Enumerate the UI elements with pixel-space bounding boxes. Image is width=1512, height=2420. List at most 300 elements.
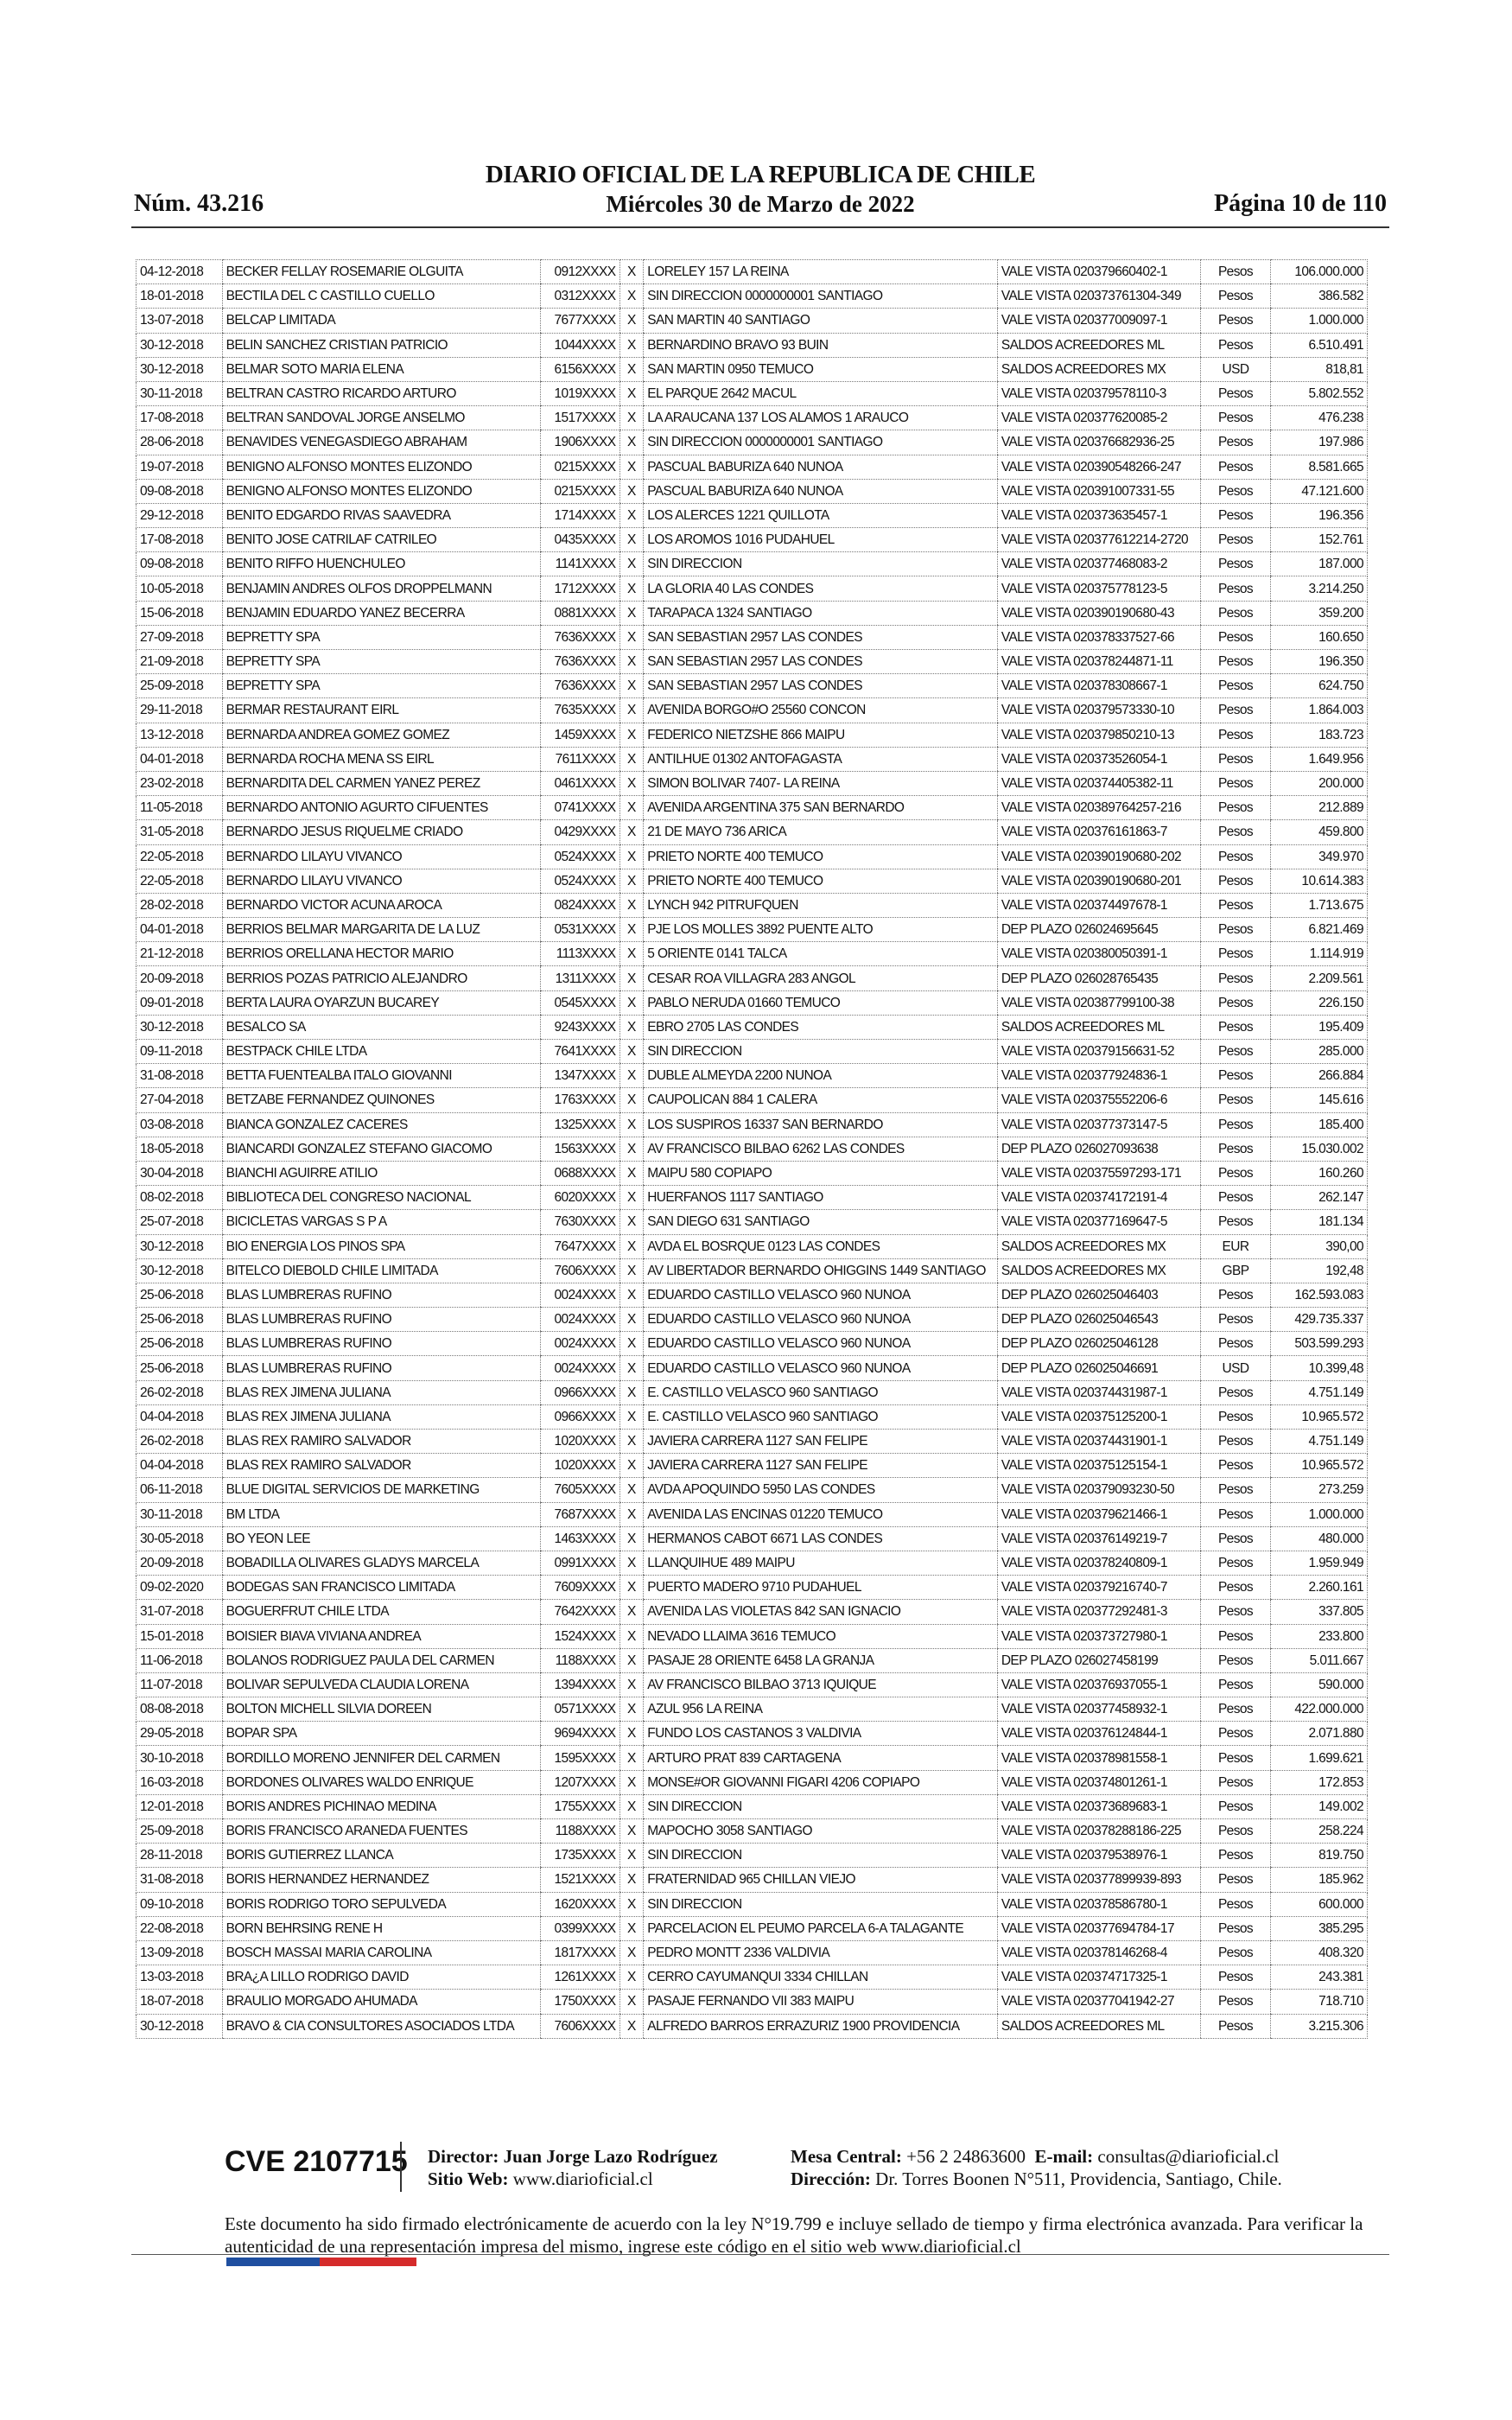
table-row bbox=[137, 1380, 1368, 1404]
rut-cell: 0215XXXX bbox=[541, 479, 619, 503]
product-cell: VALE VISTA 020377612214-2720 bbox=[997, 528, 1200, 552]
address-cell: SAN SEBASTIAN 2957 LAS CONDES bbox=[644, 625, 998, 649]
name-cell: BENITO JOSE CATRILAF CATRILEO bbox=[222, 528, 541, 552]
date-cell: 04-01-2018 bbox=[137, 747, 223, 771]
address-cell: PEDRO MONTT 2336 VALDIVIA bbox=[644, 1940, 998, 1965]
rut-cell: 0435XXXX bbox=[541, 528, 619, 552]
mark-cell: X bbox=[619, 1430, 644, 1454]
rut-cell: 1347XXXX bbox=[541, 1064, 619, 1088]
address-cell: CAUPOLICAN 884 1 CALERA bbox=[644, 1088, 998, 1112]
table-row bbox=[137, 1430, 1368, 1454]
mark-cell: X bbox=[619, 1015, 644, 1039]
name-cell: BLAS LUMBRERAS RUFINO bbox=[222, 1332, 541, 1356]
date-cell: 31-08-2018 bbox=[137, 1064, 223, 1088]
name-cell: BORDILLO MORENO JENNIFER DEL CARMEN bbox=[222, 1746, 541, 1770]
amount-cell: 480.000 bbox=[1271, 1526, 1368, 1551]
date-cell: 25-07-2018 bbox=[137, 1210, 223, 1234]
date-cell: 03-08-2018 bbox=[137, 1112, 223, 1137]
name-cell: BENIGNO ALFONSO MONTES ELIZONDO bbox=[222, 479, 541, 503]
rut-cell: 9694XXXX bbox=[541, 1722, 619, 1746]
currency-cell: Pesos bbox=[1200, 1112, 1270, 1137]
mark-cell: X bbox=[619, 1380, 644, 1404]
mark-cell: X bbox=[619, 1356, 644, 1380]
amount-cell: 1.000.000 bbox=[1271, 309, 1368, 333]
rut-cell: 1325XXXX bbox=[541, 1112, 619, 1137]
product-cell: VALE VISTA 020378146268-4 bbox=[997, 1940, 1200, 1965]
amount-cell: 192,48 bbox=[1271, 1258, 1368, 1283]
rut-cell: 1019XXXX bbox=[541, 381, 619, 405]
name-cell: BORDONES OLIVARES WALDO ENRIQUE bbox=[222, 1770, 541, 1794]
rut-cell: 1394XXXX bbox=[541, 1672, 619, 1697]
amount-cell: 476.238 bbox=[1271, 406, 1368, 430]
rut-cell: 1755XXXX bbox=[541, 1794, 619, 1818]
address-cell: ANTILHUE 01302 ANTOFAGASTA bbox=[644, 747, 998, 771]
currency-cell: Pesos bbox=[1200, 1404, 1270, 1429]
name-cell: BERRIOS BELMAR MARGARITA DE LA LUZ bbox=[222, 918, 541, 942]
mark-cell: X bbox=[619, 796, 644, 820]
rut-cell: 7606XXXX bbox=[541, 2014, 619, 2038]
name-cell: BOGUERFRUT CHILE LTDA bbox=[222, 1600, 541, 1624]
name-cell: BERNARDA ANDREA GOMEZ GOMEZ bbox=[222, 723, 541, 747]
mark-cell: X bbox=[619, 674, 644, 698]
phone-number: +56 2 24863600 bbox=[906, 2146, 1026, 2167]
address-cell: EDUARDO CASTILLO VELASCO 960 NUNOA bbox=[644, 1332, 998, 1356]
name-cell: BRAULIO MORGADO AHUMADA bbox=[222, 1990, 541, 2014]
table-row bbox=[137, 893, 1368, 917]
name-cell: BEPRETTY SPA bbox=[222, 625, 541, 649]
product-cell: VALE VISTA 020390190680-202 bbox=[997, 844, 1200, 869]
address-cell: FRATERNIDAD 965 CHILLAN VIEJO bbox=[644, 1868, 998, 1892]
table-row bbox=[137, 674, 1368, 698]
name-cell: BERNARDO VICTOR ACUNA AROCA bbox=[222, 893, 541, 917]
table-row bbox=[137, 357, 1368, 381]
rut-cell: 1188XXXX bbox=[541, 1819, 619, 1844]
address-cell: LA ARAUCANA 137 LOS ALAMOS 1 ARAUCO bbox=[644, 406, 998, 430]
currency-cell: Pesos bbox=[1200, 1308, 1270, 1332]
address-cell: E. CASTILLO VELASCO 960 SANTIAGO bbox=[644, 1404, 998, 1429]
table-row bbox=[137, 1722, 1368, 1746]
table-row bbox=[137, 1576, 1368, 1600]
mark-cell: X bbox=[619, 601, 644, 625]
rut-cell: 0571XXXX bbox=[541, 1697, 619, 1722]
page-number: Página 10 de 110 bbox=[1214, 190, 1387, 217]
address-cell: FEDERICO NIETZSHE 866 MAIPU bbox=[644, 723, 998, 747]
table-row bbox=[137, 1332, 1368, 1356]
address-cell: EDUARDO CASTILLO VELASCO 960 NUNOA bbox=[644, 1283, 998, 1307]
address-cell: NEVADO LLAIMA 3616 TEMUCO bbox=[644, 1624, 998, 1648]
website-link[interactable]: www.diarioficial.cl bbox=[512, 2168, 653, 2189]
product-cell: VALE VISTA 020378308667-1 bbox=[997, 674, 1200, 698]
amount-cell: 266.884 bbox=[1271, 1064, 1368, 1088]
currency-cell: Pesos bbox=[1200, 1648, 1270, 1672]
mark-cell: X bbox=[619, 552, 644, 576]
amount-cell: 262.147 bbox=[1271, 1186, 1368, 1210]
address-cell: PASAJE FERNANDO VII 383 MAIPU bbox=[644, 1990, 998, 2014]
address-cell: SIN DIRECCION bbox=[644, 1794, 998, 1818]
address-cell: SIMON BOLIVAR 7407- LA REINA bbox=[644, 771, 998, 795]
currency-cell: Pesos bbox=[1200, 528, 1270, 552]
table-row bbox=[137, 1137, 1368, 1161]
table-row bbox=[137, 430, 1368, 455]
mark-cell: X bbox=[619, 1478, 644, 1502]
product-cell: VALE VISTA 020374717325-1 bbox=[997, 1965, 1200, 1990]
table-row bbox=[137, 1210, 1368, 1234]
product-cell: SALDOS ACREEDORES ML bbox=[997, 1015, 1200, 1039]
mark-cell: X bbox=[619, 1210, 644, 1234]
mark-cell: X bbox=[619, 284, 644, 309]
amount-cell: 590.000 bbox=[1271, 1672, 1368, 1697]
currency-cell: USD bbox=[1200, 357, 1270, 381]
address-cell: EL PARQUE 2642 MACUL bbox=[644, 381, 998, 405]
currency-cell: Pesos bbox=[1200, 1844, 1270, 1868]
amount-cell: 1.699.621 bbox=[1271, 1746, 1368, 1770]
mark-cell: X bbox=[619, 869, 644, 893]
name-cell: BERNARDO JESUS RIQUELME CRIADO bbox=[222, 820, 541, 844]
product-cell: VALE VISTA 020390190680-201 bbox=[997, 869, 1200, 893]
amount-cell: 160.650 bbox=[1271, 625, 1368, 649]
product-cell: VALE VISTA 020374172191-4 bbox=[997, 1186, 1200, 1210]
mark-cell: X bbox=[619, 1526, 644, 1551]
address-cell: ALFREDO BARROS ERRAZURIZ 1900 PROVIDENCIA bbox=[644, 2014, 998, 2038]
date-cell: 11-06-2018 bbox=[137, 1648, 223, 1672]
address-cell: HERMANOS CABOT 6671 LAS CONDES bbox=[644, 1526, 998, 1551]
name-cell: BERRIOS ORELLANA HECTOR MARIO bbox=[222, 942, 541, 966]
name-cell: BOPAR SPA bbox=[222, 1722, 541, 1746]
address-cell: EBRO 2705 LAS CONDES bbox=[644, 1015, 998, 1039]
currency-cell: Pesos bbox=[1200, 1064, 1270, 1088]
currency-cell: Pesos bbox=[1200, 333, 1270, 357]
name-cell: BLAS REX RAMIRO SALVADOR bbox=[222, 1430, 541, 1454]
table-row bbox=[137, 284, 1368, 309]
name-cell: BENJAMIN ANDRES OLFOS DROPPELMANN bbox=[222, 576, 541, 601]
mark-cell: X bbox=[619, 1112, 644, 1137]
rut-cell: 1311XXXX bbox=[541, 966, 619, 990]
amount-cell: 10.399,48 bbox=[1271, 1356, 1368, 1380]
address-cell: FUNDO LOS CASTANOS 3 VALDIVIA bbox=[644, 1722, 998, 1746]
address-cell: JAVIERA CARRERA 1127 SAN FELIPE bbox=[644, 1454, 998, 1478]
name-cell: BECTILA DEL C CASTILLO CUELLO bbox=[222, 284, 541, 309]
table-row bbox=[137, 1697, 1368, 1722]
product-cell: VALE VISTA 020373727980-1 bbox=[997, 1624, 1200, 1648]
name-cell: BORIS ANDRES PICHINAO MEDINA bbox=[222, 1794, 541, 1818]
date-cell: 31-07-2018 bbox=[137, 1600, 223, 1624]
address-cell: SIN DIRECCION bbox=[644, 552, 998, 576]
name-cell: BENITO EDGARDO RIVAS SAAVEDRA bbox=[222, 503, 541, 527]
amount-cell: 408.320 bbox=[1271, 1940, 1368, 1965]
footer-divider bbox=[400, 2142, 402, 2192]
address-cell: SAN MARTIN 40 SANTIAGO bbox=[644, 309, 998, 333]
mark-cell: X bbox=[619, 1648, 644, 1672]
currency-cell: USD bbox=[1200, 1356, 1270, 1380]
address-cell: AV FRANCISCO BILBAO 3713 IQUIQUE bbox=[644, 1672, 998, 1697]
table-row bbox=[137, 918, 1368, 942]
date-cell: 18-01-2018 bbox=[137, 284, 223, 309]
currency-cell: Pesos bbox=[1200, 1576, 1270, 1600]
currency-cell: Pesos bbox=[1200, 625, 1270, 649]
product-cell: VALE VISTA 020377620085-2 bbox=[997, 406, 1200, 430]
rut-cell: 7611XXXX bbox=[541, 747, 619, 771]
mark-cell: X bbox=[619, 918, 644, 942]
date-cell: 27-04-2018 bbox=[137, 1088, 223, 1112]
date-cell: 30-10-2018 bbox=[137, 1746, 223, 1770]
amount-cell: 47.121.600 bbox=[1271, 479, 1368, 503]
date-cell: 28-02-2018 bbox=[137, 893, 223, 917]
email-link[interactable]: consultas@diarioficial.cl bbox=[1097, 2146, 1280, 2167]
address-cell: 21 DE MAYO 736 ARICA bbox=[644, 820, 998, 844]
product-cell: VALE VISTA 020379156631-52 bbox=[997, 1040, 1200, 1064]
currency-cell: Pesos bbox=[1200, 1697, 1270, 1722]
currency-cell: Pesos bbox=[1200, 381, 1270, 405]
mark-cell: X bbox=[619, 723, 644, 747]
address-cell: LOS SUSPIROS 16337 SAN BERNARDO bbox=[644, 1112, 998, 1137]
rut-cell: 1463XXXX bbox=[541, 1526, 619, 1551]
table-row bbox=[137, 1794, 1368, 1818]
mark-cell: X bbox=[619, 893, 644, 917]
date-cell: 30-05-2018 bbox=[137, 1526, 223, 1551]
date-cell: 28-11-2018 bbox=[137, 1844, 223, 1868]
name-cell: BESTPACK CHILE LTDA bbox=[222, 1040, 541, 1064]
address-cell: PRIETO NORTE 400 TEMUCO bbox=[644, 844, 998, 869]
address-cell: SIN DIRECCION 0000000001 SANTIAGO bbox=[644, 430, 998, 455]
currency-cell: EUR bbox=[1200, 1234, 1270, 1258]
currency-cell: Pesos bbox=[1200, 601, 1270, 625]
rut-cell: 7687XXXX bbox=[541, 1502, 619, 1526]
product-cell: DEP PLAZO 026024695645 bbox=[997, 918, 1200, 942]
table-row bbox=[137, 1404, 1368, 1429]
mark-cell: X bbox=[619, 1332, 644, 1356]
product-cell: VALE VISTA 020377468083-2 bbox=[997, 552, 1200, 576]
address-cell: TARAPACA 1324 SANTIAGO bbox=[644, 601, 998, 625]
currency-cell: Pesos bbox=[1200, 674, 1270, 698]
address-cell: ARTURO PRAT 839 CARTAGENA bbox=[644, 1746, 998, 1770]
rut-cell: 1020XXXX bbox=[541, 1454, 619, 1478]
currency-cell: Pesos bbox=[1200, 1624, 1270, 1648]
table-row bbox=[137, 650, 1368, 674]
product-cell: SALDOS ACREEDORES ML bbox=[997, 2014, 1200, 2038]
rut-cell: 1763XXXX bbox=[541, 1088, 619, 1112]
product-cell: SALDOS ACREEDORES MX bbox=[997, 1234, 1200, 1258]
amount-cell: 149.002 bbox=[1271, 1794, 1368, 1818]
publication-date: Miércoles 30 de Marzo de 2022 bbox=[606, 191, 915, 217]
amount-cell: 6.821.469 bbox=[1271, 918, 1368, 942]
date-cell: 16-03-2018 bbox=[137, 1770, 223, 1794]
mark-cell: X bbox=[619, 1600, 644, 1624]
currency-cell: Pesos bbox=[1200, 869, 1270, 893]
rut-cell: 0024XXXX bbox=[541, 1308, 619, 1332]
product-cell: VALE VISTA 020379538976-1 bbox=[997, 1844, 1200, 1868]
rut-cell: 0531XXXX bbox=[541, 918, 619, 942]
currency-cell: Pesos bbox=[1200, 1040, 1270, 1064]
currency-cell: Pesos bbox=[1200, 1940, 1270, 1965]
product-cell: VALE VISTA 020375552206-6 bbox=[997, 1088, 1200, 1112]
amount-cell: 195.409 bbox=[1271, 1015, 1368, 1039]
address-cell: HUERFANOS 1117 SANTIAGO bbox=[644, 1186, 998, 1210]
currency-cell: Pesos bbox=[1200, 1161, 1270, 1185]
name-cell: BELTRAN SANDOVAL JORGE ANSELMO bbox=[222, 406, 541, 430]
mark-cell: X bbox=[619, 406, 644, 430]
amount-cell: 200.000 bbox=[1271, 771, 1368, 795]
address-cell: SIN DIRECCION bbox=[644, 1844, 998, 1868]
table-row bbox=[137, 1234, 1368, 1258]
mark-cell: X bbox=[619, 1040, 644, 1064]
address-cell: LOS AROMOS 1016 PUDAHUEL bbox=[644, 528, 998, 552]
amount-cell: 3.214.250 bbox=[1271, 576, 1368, 601]
rut-cell: 1207XXXX bbox=[541, 1770, 619, 1794]
currency-cell: Pesos bbox=[1200, 723, 1270, 747]
table-row bbox=[137, 990, 1368, 1015]
amount-cell: 185.962 bbox=[1271, 1868, 1368, 1892]
mark-cell: X bbox=[619, 1283, 644, 1307]
date-cell: 04-04-2018 bbox=[137, 1454, 223, 1478]
mark-cell: X bbox=[619, 990, 644, 1015]
currency-cell: Pesos bbox=[1200, 1819, 1270, 1844]
table-row bbox=[137, 1551, 1368, 1575]
product-cell: DEP PLAZO 026028765435 bbox=[997, 966, 1200, 990]
mark-cell: X bbox=[619, 1404, 644, 1429]
amount-cell: 4.751.149 bbox=[1271, 1380, 1368, 1404]
name-cell: BERRIOS POZAS PATRICIO ALEJANDRO bbox=[222, 966, 541, 990]
name-cell: BENJAMIN EDUARDO YANEZ BECERRA bbox=[222, 601, 541, 625]
table-row bbox=[137, 1600, 1368, 1624]
mark-cell: X bbox=[619, 357, 644, 381]
amount-cell: 718.710 bbox=[1271, 1990, 1368, 2014]
mark-cell: X bbox=[619, 1916, 644, 1940]
amount-cell: 337.805 bbox=[1271, 1600, 1368, 1624]
name-cell: BEPRETTY SPA bbox=[222, 650, 541, 674]
address-cell: SAN DIEGO 631 SANTIAGO bbox=[644, 1210, 998, 1234]
flag-red-bar bbox=[320, 2258, 416, 2266]
table-row bbox=[137, 796, 1368, 820]
amount-cell: 6.510.491 bbox=[1271, 333, 1368, 357]
product-cell: VALE VISTA 020376682936-25 bbox=[997, 430, 1200, 455]
date-cell: 21-12-2018 bbox=[137, 942, 223, 966]
mark-cell: X bbox=[619, 1794, 644, 1818]
currency-cell: Pesos bbox=[1200, 2014, 1270, 2038]
product-cell: DEP PLAZO 026025046543 bbox=[997, 1308, 1200, 1332]
rut-cell: 0966XXXX bbox=[541, 1380, 619, 1404]
mark-cell: X bbox=[619, 1258, 644, 1283]
table-row bbox=[137, 1454, 1368, 1478]
currency-cell: Pesos bbox=[1200, 1430, 1270, 1454]
rut-cell: 0524XXXX bbox=[541, 869, 619, 893]
currency-cell: Pesos bbox=[1200, 260, 1270, 284]
date-cell: 29-05-2018 bbox=[137, 1722, 223, 1746]
name-cell: BEPRETTY SPA bbox=[222, 674, 541, 698]
records-table-body bbox=[137, 260, 1368, 2039]
date-cell: 22-05-2018 bbox=[137, 869, 223, 893]
amount-cell: 145.616 bbox=[1271, 1088, 1368, 1112]
amount-cell: 1.114.919 bbox=[1271, 942, 1368, 966]
name-cell: BOBADILLA OLIVARES GLADYS MARCELA bbox=[222, 1551, 541, 1575]
table-row bbox=[137, 1526, 1368, 1551]
date-cell: 25-09-2018 bbox=[137, 674, 223, 698]
rut-cell: 7636XXXX bbox=[541, 674, 619, 698]
date-cell: 22-05-2018 bbox=[137, 844, 223, 869]
address-cell: BERNARDINO BRAVO 93 BUIN bbox=[644, 333, 998, 357]
mark-cell: X bbox=[619, 771, 644, 795]
address-cell: AV FRANCISCO BILBAO 6262 LAS CONDES bbox=[644, 1137, 998, 1161]
rut-cell: 1020XXXX bbox=[541, 1430, 619, 1454]
currency-cell: Pesos bbox=[1200, 747, 1270, 771]
mark-cell: X bbox=[619, 1308, 644, 1332]
address-cell: PJE LOS MOLLES 3892 PUENTE ALTO bbox=[644, 918, 998, 942]
rut-cell: 6156XXXX bbox=[541, 357, 619, 381]
table-row bbox=[137, 260, 1368, 284]
mark-cell: X bbox=[619, 1892, 644, 1916]
name-cell: BOISIER BIAVA VIVIANA ANDREA bbox=[222, 1624, 541, 1648]
product-cell: DEP PLAZO 026025046403 bbox=[997, 1283, 1200, 1307]
table-row bbox=[137, 1770, 1368, 1794]
records-table bbox=[136, 259, 1368, 2039]
email-label: E-mail: bbox=[1034, 2146, 1094, 2167]
date-cell: 15-06-2018 bbox=[137, 601, 223, 625]
amount-cell: 818,81 bbox=[1271, 357, 1368, 381]
amount-cell: 1.959.949 bbox=[1271, 1551, 1368, 1575]
address-cell: LOS ALERCES 1221 QUILLOTA bbox=[644, 503, 998, 527]
amount-cell: 212.889 bbox=[1271, 796, 1368, 820]
table-row bbox=[137, 455, 1368, 479]
name-cell: BERNARDO LILAYU VIVANCO bbox=[222, 869, 541, 893]
name-cell: BORIS HERNANDEZ HERNANDEZ bbox=[222, 1868, 541, 1892]
currency-cell: GBP bbox=[1200, 1258, 1270, 1283]
address-cell: MONSE#OR GIOVANNI FIGARI 4206 COPIAPO bbox=[644, 1770, 998, 1794]
name-cell: BORIS GUTIERREZ LLANCA bbox=[222, 1844, 541, 1868]
currency-cell: Pesos bbox=[1200, 650, 1270, 674]
date-cell: 30-12-2018 bbox=[137, 357, 223, 381]
amount-cell: 160.260 bbox=[1271, 1161, 1368, 1185]
mark-cell: X bbox=[619, 528, 644, 552]
table-row bbox=[137, 1040, 1368, 1064]
name-cell: BENITO RIFFO HUENCHULEO bbox=[222, 552, 541, 576]
mark-cell: X bbox=[619, 820, 644, 844]
currency-cell: Pesos bbox=[1200, 1454, 1270, 1478]
mark-cell: X bbox=[619, 1990, 644, 2014]
currency-cell: Pesos bbox=[1200, 796, 1270, 820]
address-cell: PASCUAL BABURIZA 640 NUNOA bbox=[644, 455, 998, 479]
name-cell: BLAS LUMBRERAS RUFINO bbox=[222, 1356, 541, 1380]
page-header bbox=[134, 161, 1387, 223]
amount-cell: 233.800 bbox=[1271, 1624, 1368, 1648]
mark-cell: X bbox=[619, 1186, 644, 1210]
amount-cell: 385.295 bbox=[1271, 1916, 1368, 1940]
date-cell: 26-02-2018 bbox=[137, 1380, 223, 1404]
table-row bbox=[137, 1502, 1368, 1526]
currency-cell: Pesos bbox=[1200, 284, 1270, 309]
address-cell: EDUARDO CASTILLO VELASCO 960 NUNOA bbox=[644, 1308, 998, 1332]
name-cell: BIBLIOTECA DEL CONGRESO NACIONAL bbox=[222, 1186, 541, 1210]
name-cell: BETZABE FERNANDEZ QUINONES bbox=[222, 1088, 541, 1112]
rut-cell: 0912XXXX bbox=[541, 260, 619, 284]
address-cell: CERRO CAYUMANQUI 3334 CHILLAN bbox=[644, 1965, 998, 1990]
date-cell: 31-08-2018 bbox=[137, 1868, 223, 1892]
amount-cell: 10.965.572 bbox=[1271, 1454, 1368, 1478]
date-cell: 20-09-2018 bbox=[137, 966, 223, 990]
date-cell: 30-11-2018 bbox=[137, 381, 223, 405]
mark-cell: X bbox=[619, 1502, 644, 1526]
rut-cell: 0881XXXX bbox=[541, 601, 619, 625]
rut-cell: 1113XXXX bbox=[541, 942, 619, 966]
rut-cell: 0215XXXX bbox=[541, 455, 619, 479]
date-cell: 09-01-2018 bbox=[137, 990, 223, 1015]
currency-cell: Pesos bbox=[1200, 479, 1270, 503]
currency-cell: Pesos bbox=[1200, 893, 1270, 917]
product-cell: SALDOS ACREEDORES MX bbox=[997, 1258, 1200, 1283]
currency-cell: Pesos bbox=[1200, 1332, 1270, 1356]
date-cell: 11-07-2018 bbox=[137, 1672, 223, 1697]
table-row bbox=[137, 1916, 1368, 1940]
currency-cell: Pesos bbox=[1200, 1186, 1270, 1210]
product-cell: VALE VISTA 020377924836-1 bbox=[997, 1064, 1200, 1088]
